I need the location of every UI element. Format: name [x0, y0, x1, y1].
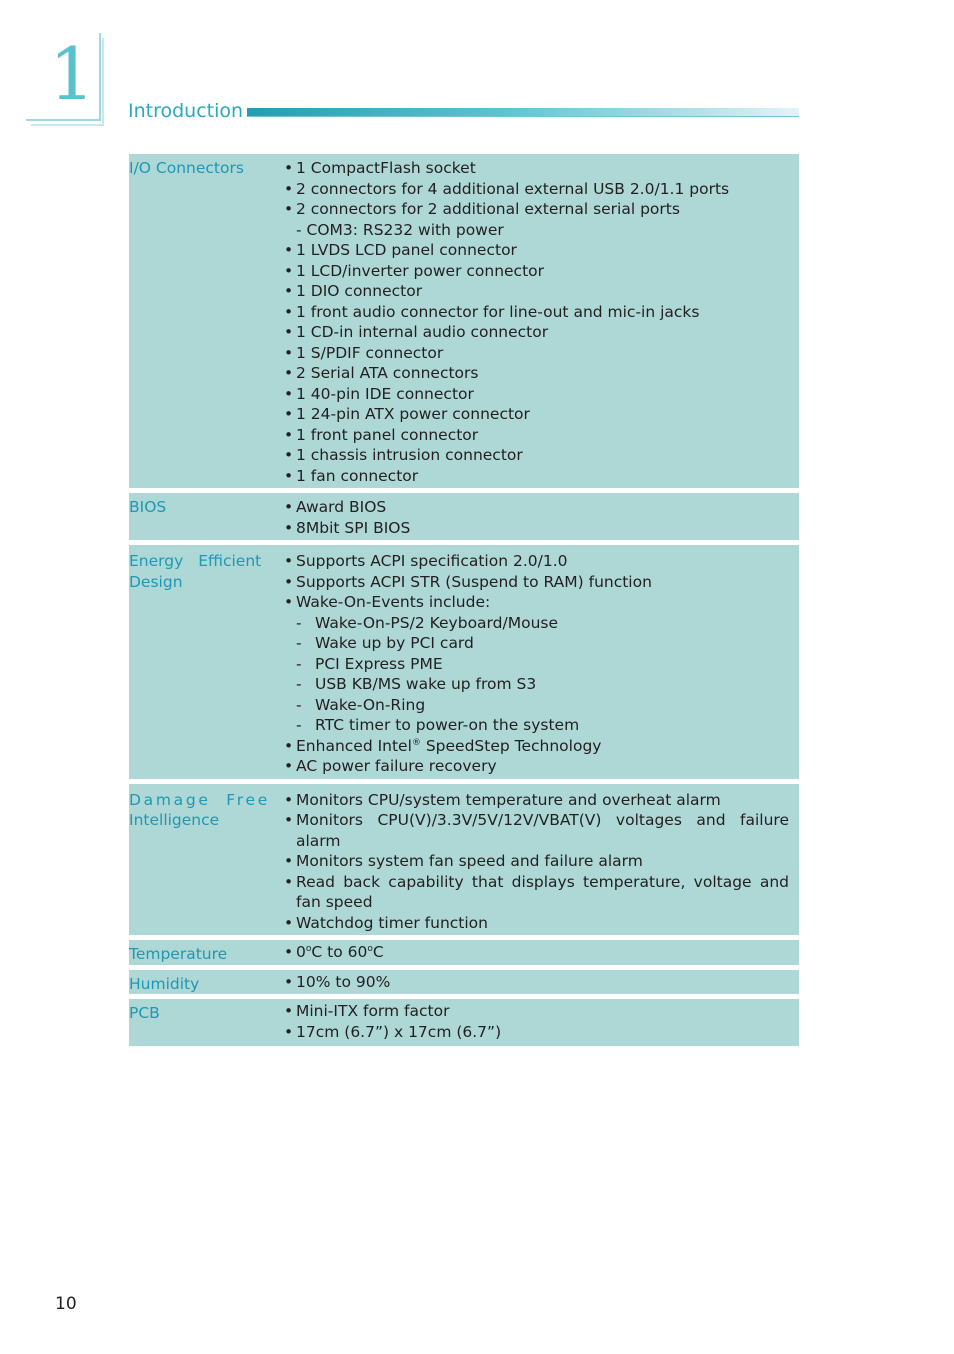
list-item: • 0$^o$C to 60$^o$C — [284, 943, 384, 961]
list-item: • 1 front audio connector for line-out and mic-in jacks — [284, 302, 700, 321]
list-item: • Monitors CPU/system temperature and overheat alarm — [284, 790, 721, 809]
spec-content — [284, 158, 799, 486]
spec-row-damage-free — [129, 784, 799, 936]
spec-label: Humidity — [129, 974, 200, 993]
list-item: • 10% to 90% — [284, 972, 391, 991]
spec-label — [129, 790, 284, 934]
chapter-box-shadow-vertical — [102, 38, 104, 126]
chapter-number: 1 — [49, 32, 95, 116]
list-item: • 8Mbit SPI BIOS — [284, 518, 411, 537]
list-item: • 1 LVDS LCD panel connector — [284, 241, 517, 259]
list-item: • AC power failure recovery — [284, 757, 497, 775]
list-item: • 1 24-pin ATX power connector — [284, 405, 530, 423]
list-item: • 1 S/PDIF connector — [284, 343, 444, 362]
spec-content — [284, 551, 799, 777]
list-item: • 1 CD-in internal audio connector — [284, 323, 549, 341]
list-sub-item: - Wake-On-PS/2 Keyboard/Mouse — [296, 613, 559, 632]
list-item: • 1 fan connector — [284, 466, 419, 485]
list-item: • 17cm (6.7”) x 17cm (6.7”) — [284, 1022, 502, 1041]
spec-row-bios — [129, 493, 799, 540]
registered-mark: ® — [411, 737, 421, 748]
spec-row-energy-efficient — [129, 545, 799, 779]
spec-label-part: Design — [129, 572, 183, 591]
spec-row-temperature — [129, 940, 799, 965]
list-item: • Supports ACPI STR (Suspend to RAM) function — [284, 572, 652, 591]
spec-label: Temperature — [129, 945, 228, 963]
spec-row-pcb — [129, 999, 799, 1046]
list-item: • Enhanced Intel® SpeedStep Technology — [284, 736, 602, 755]
spec-label-part: Intelligence — [129, 811, 220, 829]
spec-label: BIOS — [129, 498, 167, 516]
degree-mark: o — [367, 944, 373, 954]
list-item: • Watchdog timer function — [284, 913, 488, 932]
spec-table — [129, 154, 799, 1051]
spec-label-part: Damage Free — [129, 790, 270, 809]
list-item: • 1 chassis intrusion connector — [284, 446, 523, 464]
list-item: • Supports ACPI specification 2.0/1.0 — [284, 552, 568, 570]
list-item: • 1 40-pin IDE connector — [284, 384, 474, 403]
spec-content — [284, 790, 799, 934]
chapter-box-horizontal — [26, 119, 101, 121]
list-item: • 2 connectors for 4 additional external USB 2.0/1.1 ports — [284, 179, 730, 198]
spec-label: I/O Connectors — [129, 159, 244, 177]
list-sub-item: - RTC timer to power-on the system — [296, 716, 580, 734]
page-number: 10 — [55, 1294, 77, 1314]
title-decor-line — [247, 116, 799, 117]
list-item: • Monitors system fan speed and failure alarm — [284, 852, 643, 870]
spec-label-part: Energy Efficient — [129, 552, 262, 570]
spec-row-humidity — [129, 970, 799, 995]
spec-row-io-connectors — [129, 154, 799, 488]
list-item: • 1 LCD/inverter power connector — [284, 261, 545, 280]
list-item: • 1 CompactFlash socket — [284, 159, 476, 177]
list-item: • Wake-On-Events include: — [284, 593, 491, 611]
list-item: • Monitors CPU(V)/3.3V/5V/12V/VBAT(V) voltages and failure alarm — [284, 811, 789, 850]
list-item: • Award BIOS — [284, 498, 387, 516]
spec-content — [284, 972, 799, 995]
degree-mark: o — [305, 944, 312, 954]
spec-label — [129, 551, 284, 777]
list-item: • 2 connectors for 2 additional external serial ports — [284, 200, 680, 218]
spec-content — [284, 497, 799, 538]
chapter-box-vertical — [99, 33, 101, 121]
list-sub-item: - USB KB/MS wake up from S3 — [296, 675, 537, 693]
list-sub-item: - Wake up by PCI card — [296, 634, 474, 652]
spec-content — [284, 1001, 799, 1042]
list-item: • Mini-ITX form factor — [284, 1002, 450, 1020]
spec-content — [284, 942, 799, 965]
chapter-box-shadow-horizontal — [31, 124, 104, 126]
list-sub-item: - Wake-On-Ring — [296, 695, 426, 714]
section-title: Introduction — [128, 100, 244, 122]
list-sub-item: - COM3: RS232 with power — [296, 220, 504, 239]
spec-label: PCB — [129, 1004, 160, 1022]
list-item: • 1 DIO connector — [284, 282, 423, 300]
list-item: • 2 Serial ATA connectors — [284, 364, 479, 382]
list-item: • Read back capability that displays temperature, voltage and fan speed — [284, 872, 789, 911]
list-item: • 1 front panel connector — [284, 425, 479, 444]
list-sub-item: - PCI Express PME — [296, 654, 443, 673]
